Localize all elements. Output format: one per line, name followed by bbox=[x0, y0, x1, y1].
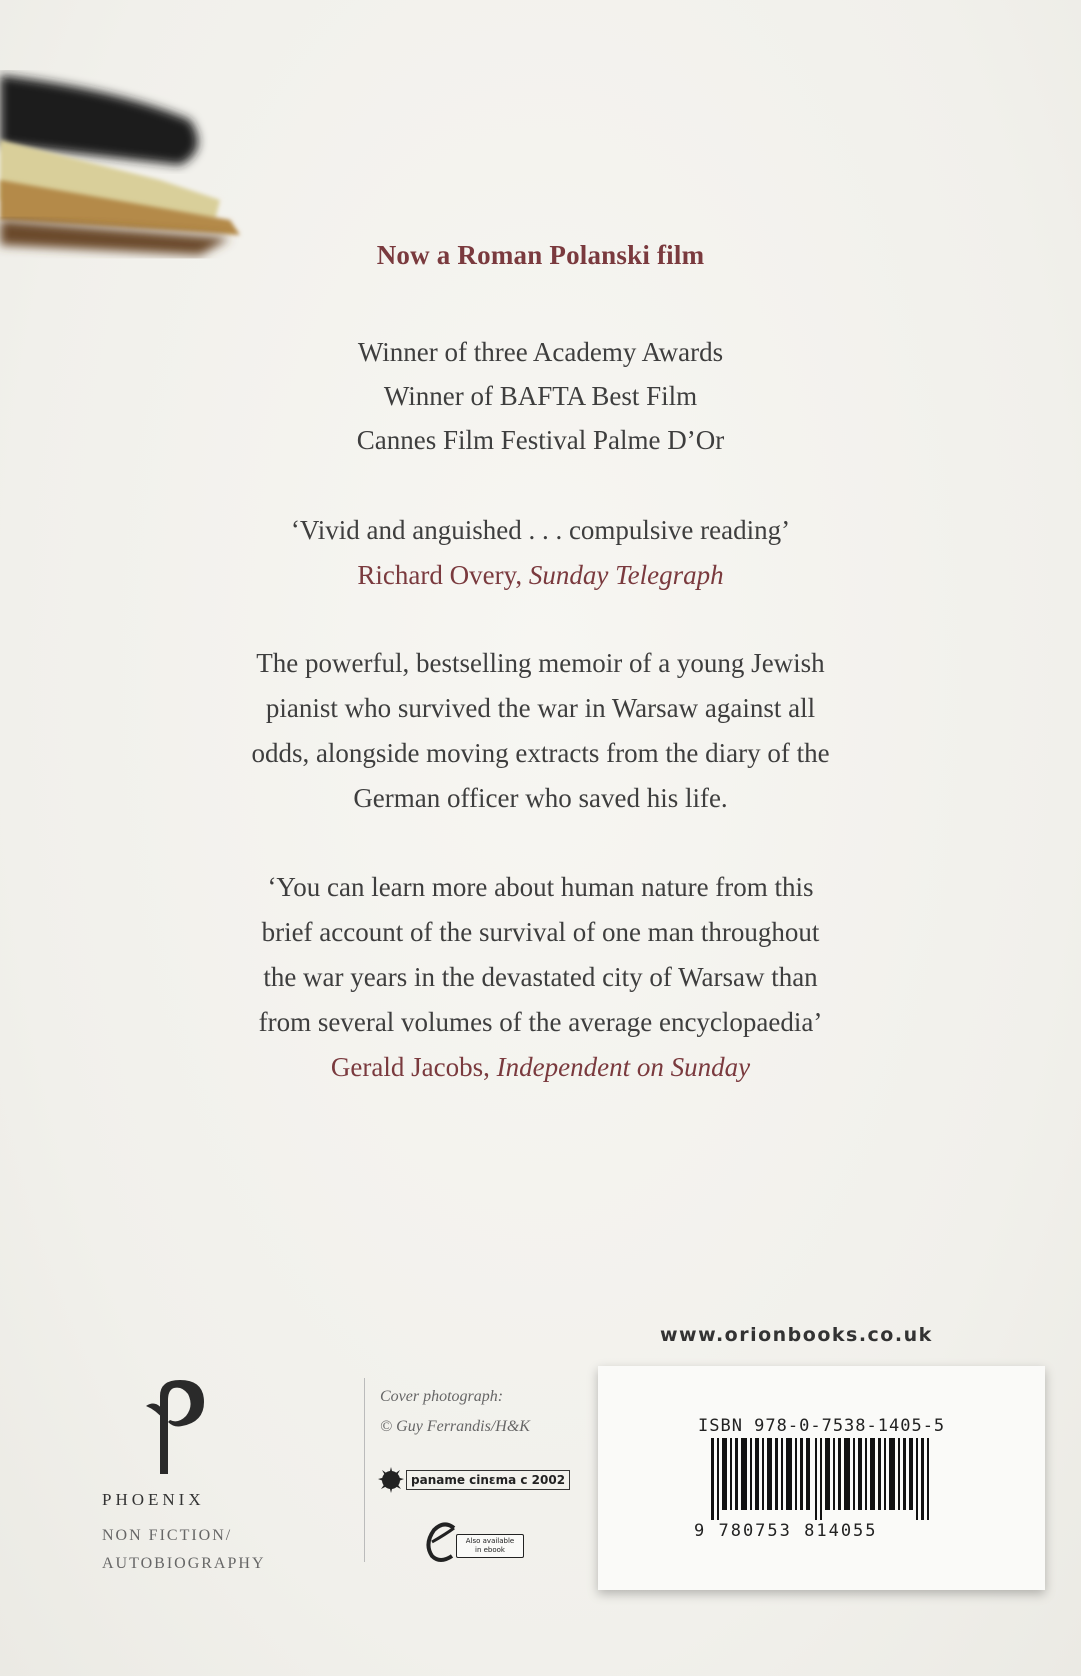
cover-photo-credit bbox=[380, 1382, 530, 1442]
blurb-line: odds, alongside moving extracts from the diary of the bbox=[251, 738, 830, 768]
blurb-line: German officer who saved his life. bbox=[353, 783, 728, 813]
isbn-number: ISBN 978-0-7538-1405-5 bbox=[698, 1416, 946, 1436]
award-item: Winner of BAFTA Best Film bbox=[383, 381, 698, 411]
quote-source: Independent on Sunday bbox=[496, 1052, 751, 1082]
paname-cinema-logo bbox=[378, 1465, 570, 1495]
phoenix-p-logo-icon bbox=[138, 1376, 218, 1476]
publisher-website[interactable]: www.orionbooks.co.uk bbox=[660, 1324, 933, 1346]
category-line: NON FICTION/ bbox=[102, 1527, 233, 1544]
credit-line: © Guy Ferrandis/H&K bbox=[380, 1418, 530, 1435]
award-item: Cannes Film Festival Palme D’Or bbox=[356, 425, 725, 455]
review-quote-1 bbox=[0, 508, 1081, 598]
quote-line: brief account of the survival of one man throughout bbox=[261, 917, 820, 947]
paname-label: paname cinεma c 2002 bbox=[406, 1470, 570, 1490]
quote-author: Richard Overy, bbox=[357, 560, 523, 590]
award-item: Winner of three Academy Awards bbox=[357, 337, 724, 367]
review-quote-2 bbox=[0, 865, 1081, 1090]
category-line: AUTOBIOGRAPHY bbox=[102, 1555, 266, 1572]
book-category bbox=[102, 1522, 266, 1578]
quote-attribution bbox=[0, 553, 1081, 598]
credit-line: Cover photograph: bbox=[380, 1388, 504, 1405]
quote-line: the war years in the devastated city of Warsaw than bbox=[263, 962, 818, 992]
blurb-line: The powerful, bestselling memoir of a young Jewish bbox=[256, 648, 825, 678]
quote-line: ‘You can learn more about human nature from this bbox=[267, 872, 814, 902]
divider bbox=[364, 1378, 365, 1562]
awards-list bbox=[0, 330, 1081, 462]
barcode-icon bbox=[711, 1438, 931, 1520]
quote-author: Gerald Jacobs, bbox=[330, 1052, 490, 1082]
quote-attribution bbox=[0, 1045, 1081, 1090]
tagline: Now a Roman Polanski film bbox=[376, 240, 705, 270]
quote-source: Sunday Telegraph bbox=[528, 560, 724, 590]
starburst-icon bbox=[378, 1467, 404, 1493]
ebook-label: Also available in ebook bbox=[456, 1534, 524, 1558]
quote-line: from several volumes of the average encyclopaedia’ bbox=[258, 1007, 823, 1037]
barcode-number: 9 780753 814055 bbox=[694, 1521, 878, 1541]
barcode-sticker bbox=[598, 1366, 1045, 1590]
book-blurb bbox=[0, 641, 1081, 821]
quote-text: ‘Vivid and anguished . . . compulsive reading’ bbox=[290, 515, 791, 545]
publisher-name: PHOENIX bbox=[102, 1490, 205, 1509]
blurb-line: pianist who survived the war in Warsaw against all bbox=[265, 693, 816, 723]
ebook-badge bbox=[424, 1520, 524, 1564]
